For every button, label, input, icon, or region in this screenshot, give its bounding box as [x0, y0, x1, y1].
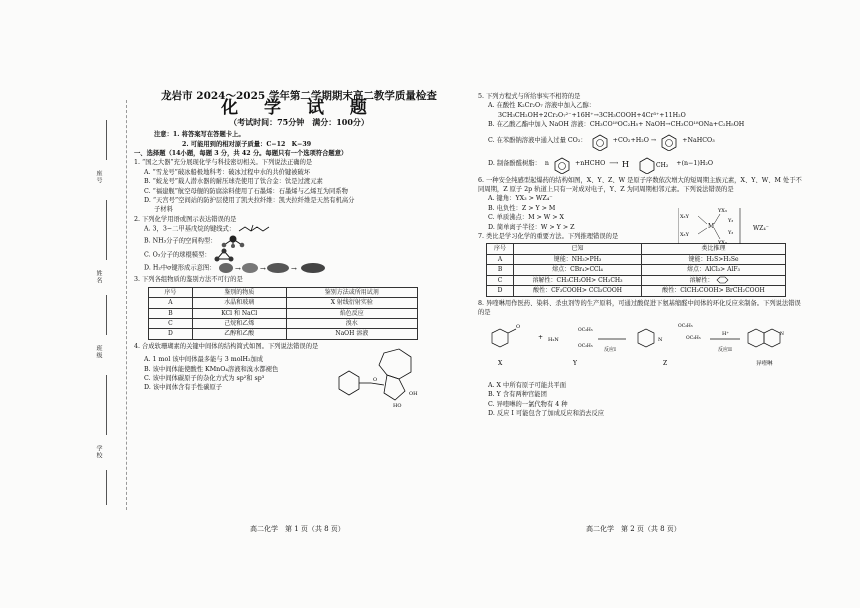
- table-cell: 己烷和乙烯: [192, 318, 286, 328]
- q6-option-a: A. 键角：YX₃ > WZ₄⁻: [488, 195, 553, 203]
- strip-line: [106, 120, 107, 160]
- q8-option-d: D. 反应 I 可能包含了加成反应和消去反应: [488, 409, 605, 417]
- svg-text:→: →: [290, 265, 297, 274]
- svg-text:YX₃: YX₃: [718, 239, 727, 246]
- q5-option-b: B. 在乙酸乙酯中加入 NaOH 溶液：CH₃CO¹⁸OC₂H₅+ NaOH→CH₃CO¹⁸ONa+C₂H₅OH: [488, 121, 745, 129]
- q8-oc-label: OC₂H₅: [578, 328, 593, 334]
- molecule-structure-icon: [329, 345, 429, 413]
- q2-option-b-text: B. NH₃分子的空间构型：: [144, 237, 217, 245]
- q7-table: [486, 243, 786, 296]
- table-cell: A: [149, 298, 193, 308]
- table-cell: D: [149, 329, 193, 339]
- table-cell: C: [487, 275, 514, 285]
- q8-stem: 8. 异喹啉用作医药、染料、杀虫剂等的生产原料，可通过酸促进下氨基缩醛中间体的环化反应来制备。下列说法错误的是: [478, 299, 801, 316]
- cyclohexane-icon: [714, 276, 738, 284]
- q8-oc-label: OC₂H₅: [578, 344, 593, 350]
- table-header-cell: 类比推理: [641, 244, 785, 254]
- q8-reaction-scheme: [478, 317, 798, 377]
- footer-right: 高二化学 第 2 页（共 8 页）: [586, 525, 681, 533]
- resin-structure-icon: [622, 154, 672, 174]
- strip-line: [106, 200, 107, 260]
- table-header-row: [149, 287, 418, 297]
- table-cell: 熔点：CBr₄>CCl₄: [514, 265, 642, 275]
- table-row: [149, 329, 418, 339]
- table-row: [149, 298, 418, 308]
- table-cell: A: [487, 254, 514, 264]
- svg-text:CH₂: CH₂: [656, 161, 669, 169]
- table-header-cell: 已知: [514, 244, 642, 254]
- q5-option-a: A. 在酸性 K₂Cr₂O₇ 溶液中加入乙醇：: [488, 102, 596, 110]
- q2-option-d-text: D. H₂中σ键形成示意图：: [144, 264, 216, 272]
- q8-oc-label: OC₂H₅: [678, 324, 693, 330]
- table-cell: 水晶和玻璃: [192, 298, 286, 308]
- svg-text:→: →: [234, 265, 241, 274]
- q5-option-d-reagent: +nHCHO: [574, 159, 606, 167]
- strip-line: [106, 375, 107, 435]
- table-cell: 键能：H₂S>H₂Se: [641, 254, 785, 264]
- right-page: [478, 92, 803, 418]
- svg-text:N: N: [658, 337, 663, 344]
- svg-text:OH: OH: [409, 391, 418, 398]
- q6-option-c: C. 单质沸点：M > W > X: [488, 214, 565, 222]
- ozone-model-icon: [213, 248, 235, 262]
- table-header-cell: 序号: [149, 287, 193, 297]
- note-2: 2. 可能用到的相对原子质量：C−12 K−39: [182, 140, 312, 148]
- table-cell: 熔点：AlCl₃> AlF₃: [641, 265, 785, 275]
- q4-option-c: C. 该中间体碳原子的杂化方式为 sp²和 sp³: [144, 374, 265, 382]
- q8-acid: H⁺: [722, 331, 729, 338]
- table-cell: C: [149, 318, 193, 328]
- svg-text:M: M: [708, 222, 715, 230]
- q6-options: [478, 194, 668, 232]
- q1-option-d-cont: 子材料: [154, 206, 173, 214]
- svg-text:O: O: [373, 377, 378, 384]
- q8-step-1: 反应I: [604, 347, 616, 354]
- q5-option-d-product: +(n−1)H₂O: [676, 159, 714, 167]
- section-heading: 一、选择题（14小题，每题 3 分，共 42 分。每题只有一个选项符合题意）: [134, 150, 348, 158]
- q5-option-c-reagent: +CO₂+H₂O →: [612, 136, 657, 144]
- strip-label-name: 姓名: [95, 270, 102, 284]
- table-row: [487, 254, 786, 264]
- svg-text:X₃Y: X₃Y: [680, 231, 689, 238]
- svg-text:H: H: [622, 159, 630, 169]
- table-cell: [641, 275, 785, 285]
- table-cell: NaOH 溶液: [286, 329, 417, 339]
- q1-option-d: D. “天宫号”空间站的防护层使用了凯夫拉纤维：凯夫拉纤维是天然有机高分: [144, 197, 355, 205]
- q4-option-a: A. 1 mol 该中间体最多能与 3 molH₂加成: [144, 356, 264, 364]
- table-cell: 酸性：ClCH₂COOH> BrCH₂COOH: [641, 286, 785, 296]
- q5-equation-a: 3CH₃CH₂OH+2Cr₂O₇²⁻+16H⁺→3CH₃COOH+4Cr³⁺+11H₂O: [498, 111, 686, 119]
- table-cell: 溴水: [286, 318, 417, 328]
- q1-option-a: A. “雪龙号”破冰船极地科考：破冰过程中水的共价键被破坏: [144, 168, 311, 176]
- ball-stick-model-icon: [219, 234, 247, 248]
- svg-text:→: →: [259, 265, 266, 274]
- table-row: [149, 318, 418, 328]
- reaction-arrow-icon: ⟶: [609, 159, 619, 167]
- strip-label-school: 学校: [95, 445, 102, 459]
- q2-stem: 2. 下列化学用语或图示表达错误的是: [134, 215, 237, 223]
- subject-title: 化 学 试 题: [221, 98, 377, 119]
- table-row: [487, 286, 786, 296]
- q7-stem: 7. 类比是学习化学的重要方法。下列推理错误的是: [478, 233, 619, 241]
- q2-option-a-text: A. 3，3−二甲基戊烷的键线式：: [144, 225, 236, 233]
- q2-option-a: [134, 224, 464, 234]
- q6-option-b: B. 电负性：Z > Y > M: [488, 204, 556, 212]
- q2-option-d: [134, 262, 464, 275]
- exam-title: 龙岩市 2024～2025 学年第二学期期末高二教学质量检查: [161, 90, 437, 102]
- q2-option-c: [134, 248, 464, 262]
- q1-stem: 1. “国之大器”充分展现化学与科技密切相关。下列说法正确的是: [134, 159, 313, 167]
- q6-counter-ion: WZ₄⁻: [753, 224, 769, 232]
- strip-line: [106, 295, 107, 335]
- q5-option-c-product: +NaHCO₃: [682, 136, 715, 144]
- benzene-ring-icon: [660, 131, 678, 151]
- q3-table: [148, 287, 418, 340]
- q2-option-c-text: C. O₃分子的球棍模型：: [144, 251, 211, 259]
- table-row: [487, 265, 786, 275]
- benzene-ring-icon: [591, 131, 609, 151]
- q4-option-d: D. 该中间体含有手性碳原子: [144, 384, 223, 392]
- q4-stem: 4. 合成软珊瑚素的关键中间体的结构简式如图。下列说法错误的是: [134, 342, 319, 350]
- strip-line: [106, 470, 107, 505]
- q8-label-isoquinoline: 异喹啉: [756, 361, 773, 368]
- q8-label-x: X: [498, 360, 503, 368]
- note-1: 注意：1. 将答案写在答题卡上。: [154, 131, 245, 139]
- exam-time: （考试时间：75分钟 满分：100分）: [229, 116, 369, 127]
- q5-option-d-n: n: [544, 159, 549, 167]
- q4-options: [134, 355, 324, 393]
- q8-option-a: A. X 中所有原子可能共平面: [488, 381, 567, 389]
- q8-option-b: B. Y 含有两种官能团: [488, 391, 547, 399]
- svg-text:YX₃: YX₃: [718, 207, 727, 214]
- complex-structure-icon: [678, 206, 748, 246]
- q1-option-b: B. “蛟龙号”载人潜水器的耐压球壳使用了钛合金：钛是过渡元素: [144, 178, 323, 186]
- table-cell-text: 溶解性：: [689, 276, 714, 284]
- footer-left: 高二化学 第 1 页（共 8 页）: [250, 525, 345, 533]
- q6-stem: 6. 一种安全纯感型起爆药的结构如图，X、Y、Z、W 是原子序数依次增大的短周期主族元素，X、Y、W、M 处于不同周期，Z 原子 2p 轨道上只有一对成对电子，Y、Z 为同周期相邻元素。下列说法错误的是: [478, 176, 802, 194]
- svg-text:+: +: [538, 334, 544, 342]
- skeletal-formula-icon: [237, 224, 271, 234]
- q5-option-d-text: D. 制备酚醛树脂：: [488, 159, 541, 167]
- svg-text:Y₃: Y₃: [728, 229, 734, 236]
- q8-label-z: Z: [663, 360, 668, 368]
- q6-option-d: D. 简单离子半径：W > Y > Z: [488, 223, 575, 231]
- q3-stem: 3. 下列各组物质的鉴别方法不可行的是: [134, 276, 243, 284]
- svg-text:N: N: [780, 332, 784, 338]
- q5-option-c: [478, 130, 803, 152]
- strip-label-class: 班级: [95, 345, 102, 359]
- table-cell: 溶解性：CH₃CH₂OH> CH₃CH₃: [514, 275, 642, 285]
- sigma-bond-diagram-icon: [218, 262, 328, 274]
- q8-label-y: Y: [573, 360, 577, 368]
- table-header-cell: 鉴别的物质: [192, 287, 286, 297]
- svg-text:Y₃: Y₃: [728, 217, 734, 224]
- strip-label-seat: 座号: [95, 170, 102, 184]
- table-cell: KCl 和 NaCl: [192, 308, 286, 318]
- q5-option-d: [478, 152, 803, 176]
- svg-text:H₂N: H₂N: [548, 337, 559, 344]
- svg-text:O: O: [516, 324, 521, 331]
- table-cell: 酸性：CF₃COOH> CCl₃COOH: [514, 286, 642, 296]
- table-header-cell: 序号: [487, 244, 514, 254]
- table-cell: 焰色反应: [286, 308, 417, 318]
- table-cell: 乙醇和乙酸: [192, 329, 286, 339]
- q5-option-c-text: C. 在苯酚钠溶液中通入过量 CO₂：: [488, 136, 587, 144]
- table-cell: B: [487, 265, 514, 275]
- q8-option-c: C. 异喹啉的一氯代物有 4 种: [488, 400, 568, 408]
- left-page: [134, 92, 464, 413]
- q5-stem: 5. 下列方程式与所给事实不相符的是: [478, 93, 581, 100]
- table-row: [487, 275, 786, 285]
- q8-oc-label: OC₂H₅: [686, 336, 701, 342]
- table-header-cell: 鉴别方法或所用试剂: [286, 287, 417, 297]
- svg-text:HO: HO: [393, 403, 402, 410]
- table-row: [149, 308, 418, 318]
- svg-text:X₃Y: X₃Y: [680, 213, 689, 220]
- q2-option-b: [134, 234, 464, 248]
- table-cell: B: [149, 308, 193, 318]
- q4-option-b: B. 该中间体能使酸性 KMnO₄溶液和溴水都褪色: [144, 365, 279, 373]
- benzene-ring-icon: [553, 154, 571, 174]
- table-cell: X 射线衍射实验: [286, 298, 417, 308]
- table-cell: D: [487, 286, 514, 296]
- q4-block: [134, 351, 464, 413]
- q1-option-c: C. “福建舰”航空母舰的防腐涂料使用了石墨烯：石墨烯与乙烯互为同系物: [144, 187, 348, 195]
- table-cell: 键能：NH₃>PH₃: [514, 254, 642, 264]
- q8-step-2: 反应II: [718, 347, 732, 354]
- binding-strip: [88, 100, 127, 510]
